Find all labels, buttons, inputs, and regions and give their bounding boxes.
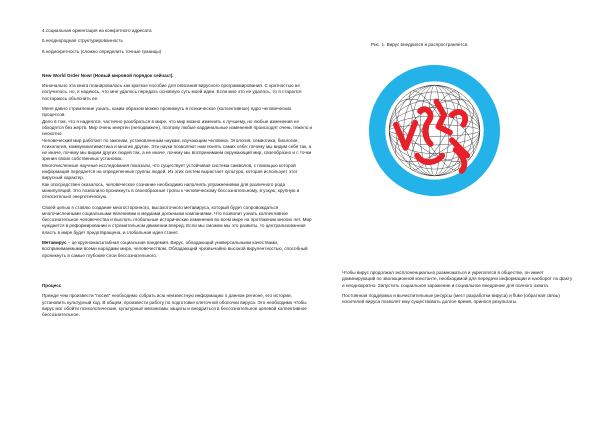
process-heading: Процесс	[42, 282, 62, 288]
paragraph: Постоянная поддержка и вычислительные ресурсы (мест разработки вируса) и fluke (обратная связь) носителей вируса позволят ему существовать долгое время, принося результаты.	[342, 292, 560, 305]
list-item: 5.неоднородная структурированность	[42, 38, 123, 44]
metavirus-term: Метавирус	[42, 240, 67, 246]
right-column-text	[342, 270, 574, 305]
paragraph: Человеческий мир работает по законам, установленным наукам, изучающим человека. Этология, семиотика, биология, психология, коммуникативистика и многие другие. Эти науки позволяют нам понять самих себя: почему мы видим себя так, а не иначе, почему мы видим других людей так, а не иначе, почему мы воспринимаем окружающий мир, своеобразно и с точки зрения своих собственных установок.	[42, 137, 312, 162]
paragraph: Многочисленные научные исследования показали, что существует устойчивая система символов, с помощью которой информация передается на определенные группы людей. Из этих систем вырастает культура, которая использует этот вирусный характер.	[42, 162, 298, 181]
paragraph: Меня давно стремление узнать, каким образом можно проникнуть в психическое (коллективное) ядро человеческих процессов.	[42, 106, 292, 118]
process-paragraph: Прежде чем произвести "посев" необходимо собрать всю неизвестную информацию о данном регионе, его истории, установить культурный код. В общем, произвести работу по подготовке клеточной оболочки вируса. Это необходимо чтобы вирус мог обойти психологические, культурные механизмы защиты и внедриться в бессознательное целевой коллективное бессознательное.	[42, 293, 307, 318]
list-item: 6.недискретность (сложно определить точные границы)	[42, 48, 162, 54]
metavirus-definition-text: – це крупномасштабная социальная пандемия. Вирус, обладающий универсальными качествами, воспринимаемыми всеми народами мира, человечеством. Обладающий чрезвычайно высокой вирулентностью, способный проникнуть в самые глубокие слои бессознательного.	[42, 240, 308, 258]
section-heading: New World Order Now! (Новый мировой порядок сейчас!).	[42, 72, 174, 78]
metavirus-definition	[42, 240, 314, 259]
paragraph: Изначально эта книга планировалась как краткое пособие для описания вирусного программирования. С кратностью не получилось, но, я надеюсь, что мне удалось передать основную суть моей идеи. Если мне это не удалось, то я старался постараюсь объяснить ее.	[42, 83, 302, 101]
paragraph: Как опосредствен оказалось, человеческое сознание необходимо наполнять упражнениями для различного рода манипуляций. Это позволило проникнуть в своеобразные тропы к человеческому бессознательному, в узкую, крупную и относительно энергетическую.	[42, 181, 300, 200]
left-column	[42, 28, 314, 318]
list-item: 4.социальная ориентация на конкретного адресата	[42, 28, 152, 33]
paragraph: Дело в том, что я надеялся, частично разобраться в мире, что мир можно изменить к лучшему, но любые изменения не обходятся без жертв. Мир очень инертен (неподвижен), поэтому любые кардинальные изменения происходят очень тяжело и неохотно.	[42, 118, 313, 137]
paragraph: Своей целью я ставлю создание многосторонного, высокоточного метавируса, который будет сопровождаться многочисленными социальными явлениями и медиами должными компаниями. Что позволит узнать коллективное бессознательное человечества и выслать глобальные исторические изменения во всем мире на протяжении многих лет. Мир нуждается в реформировании и стремительном движении вперед. Если мы сможем мы это развиты, то централизованная власть в мире будет предотвращена, и глобальная идея станет.	[42, 204, 312, 235]
figure-caption: Рис. 1. Вирус внедрился и распространяется.	[371, 42, 469, 47]
virus-figure	[367, 63, 502, 198]
paragraph: Чтобы вирус продолжал эксплоненциально размножаться и укреплялся в обществе, он имеет доминирующий по эволюционной константе, необходимой для передачи информации и наоборот по факту и неоднократно. Запустить социальное заражение и социальное внедрение для полного охвата.	[342, 270, 573, 288]
